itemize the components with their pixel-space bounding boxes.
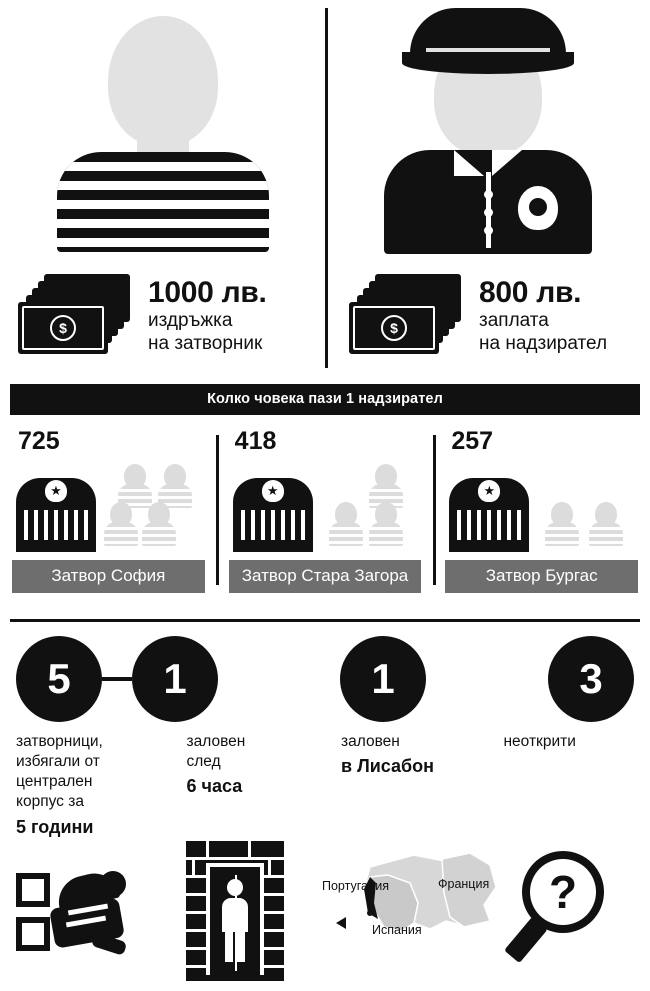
door-inner	[210, 867, 260, 975]
uniform-collar-right	[492, 150, 522, 176]
caption-caught-lisbon-emph: в Лисабон	[341, 756, 434, 777]
caption-escapees-emph: 5 години	[16, 816, 94, 837]
prisoner-figure	[0, 0, 325, 260]
prison-column-stara-zagora	[217, 429, 434, 609]
caption-not-found: неоткрити	[503, 733, 576, 750]
police-badge-icon	[518, 186, 558, 230]
prison-column-sofia	[0, 429, 217, 609]
guard-salary-row	[325, 260, 650, 372]
prisoner-cost-line1: издръжка	[148, 309, 233, 331]
cell-door-illustration-icon	[186, 841, 284, 981]
person-icon	[589, 502, 623, 546]
prisoner-group-icons	[321, 460, 441, 556]
prison-building-icon	[16, 478, 96, 552]
person-icon	[142, 502, 176, 546]
section-banner: Колко човека пази 1 надзирател	[10, 384, 640, 415]
guard-figure	[325, 0, 650, 260]
prisoner-amount: 1000 лв.	[148, 276, 267, 310]
person-icon	[329, 502, 363, 546]
cap-brim	[402, 52, 574, 74]
iberia-map-illustration	[318, 831, 508, 961]
captions-row	[0, 732, 650, 839]
prison-label-burgas: Затвор Бургас	[445, 560, 638, 593]
circles-row	[0, 636, 650, 722]
magnifier-illustration-icon	[514, 851, 624, 969]
prison-count-sofia: 725	[18, 427, 60, 455]
escape-illustration-icon	[16, 845, 136, 965]
prisoner-cost-line2: на затворник	[148, 332, 263, 354]
prison-visual	[445, 460, 638, 556]
connector-dash	[102, 677, 132, 681]
prison-building-icon	[233, 478, 313, 552]
guard-panel	[325, 0, 650, 380]
prisoner-group-icons	[537, 460, 650, 556]
escape-statistics-section	[0, 636, 650, 966]
prison-count-stara-zagora: 418	[234, 427, 277, 455]
stat-circle-not-found: 3	[548, 636, 634, 722]
prisoner-group-icons	[104, 460, 224, 556]
uniform-collar-left	[454, 150, 484, 176]
map-label-france: Франция	[438, 876, 490, 891]
magnifier-handle	[504, 917, 548, 964]
prisons-section	[0, 429, 650, 609]
uniform-button	[484, 226, 493, 235]
prison-building-icon	[449, 478, 529, 552]
person-icon	[104, 502, 138, 546]
map-svg	[318, 831, 508, 961]
person-icon	[545, 502, 579, 546]
horizontal-divider	[10, 619, 640, 622]
caption-caught-6h: заловен след 6 часа	[171, 732, 326, 839]
money-stack-icon	[349, 274, 465, 358]
bottom-illustrations	[0, 841, 650, 991]
guard-salary-line2: на надзирател	[479, 332, 608, 354]
stat-circle-caught-6h: 1	[132, 636, 218, 722]
prison-count-burgas: 257	[451, 427, 494, 455]
person-icon	[369, 502, 403, 546]
prison-label-sofia: Затвор София	[12, 560, 205, 593]
guard-amount: 800 лв.	[479, 276, 582, 310]
prison-visual	[12, 460, 205, 556]
prisoner-cost-text	[148, 277, 267, 355]
money-stack-icon	[18, 274, 134, 358]
uniform-button	[484, 190, 493, 199]
prisoner-striped-shirt-icon	[57, 152, 269, 252]
prisoner-panel	[0, 0, 325, 380]
stat-circle-caught-lisbon: 1	[340, 636, 426, 722]
caption-caught-6h-emph: 6 часа	[186, 776, 243, 797]
guard-salary-line1: заплата	[479, 309, 549, 331]
caption-escapees: затворници, избягали от централен корпус за 5 години	[16, 732, 171, 839]
stat-circle-escapees: 5	[16, 636, 102, 722]
guard-salary-text	[479, 277, 607, 355]
prison-label-stara-zagora: Затвор Стара Загора	[229, 560, 422, 593]
prisoner-cost-row	[0, 260, 325, 372]
uniform-button	[484, 208, 493, 217]
prison-column-burgas	[433, 429, 650, 609]
caption-caught-lisbon: заловен в Лисабон	[325, 732, 480, 839]
door-frame	[206, 863, 264, 975]
map-label-spain: Испания	[372, 922, 422, 937]
top-comparison-section	[0, 0, 650, 380]
prison-visual	[229, 460, 422, 556]
lisbon-pointer-icon	[336, 917, 346, 929]
prisoner-head-icon	[108, 16, 218, 146]
question-mark: ?	[548, 865, 578, 918]
map-label-portugal: Португалия	[322, 878, 390, 893]
